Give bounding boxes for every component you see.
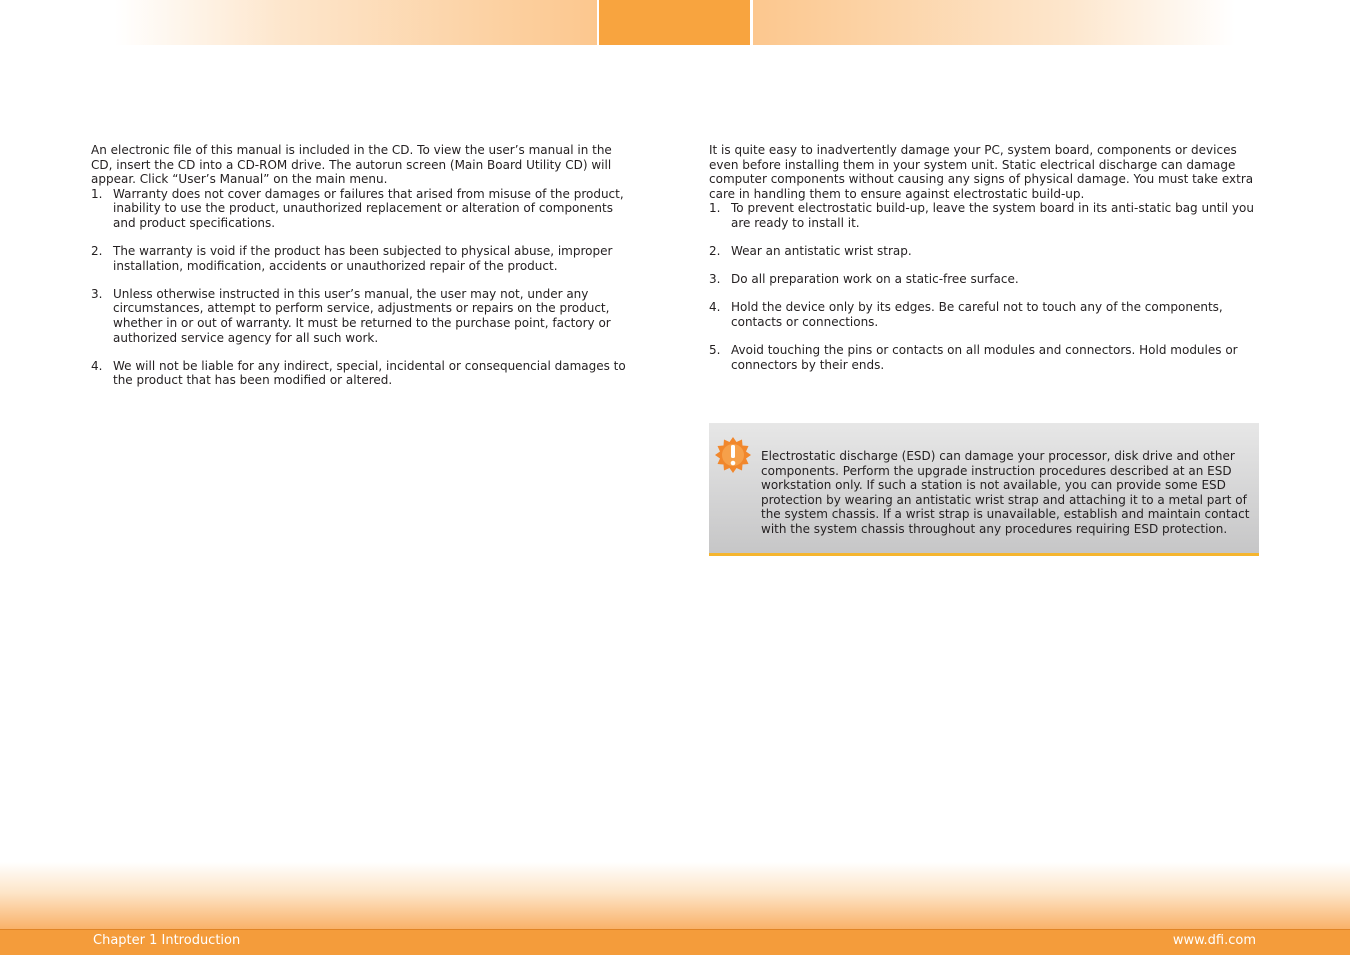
- item-number: 3.: [91, 286, 103, 301]
- header-gradient-left: [115, 0, 597, 45]
- precaution-item: [709, 300, 1262, 329]
- esd-precaution-list: [709, 201, 1262, 372]
- item-text: Hold the device only by its edges. Be careful not to touch any of the components, contacts or connections.: [731, 300, 1223, 329]
- warranty-item: [91, 287, 636, 345]
- left-column: [91, 143, 636, 401]
- item-number: 1.: [709, 201, 721, 216]
- item-number: 1.: [91, 186, 103, 201]
- esd-caution-box: [709, 423, 1259, 556]
- footer-gradient: [0, 862, 1350, 930]
- right-column: [709, 143, 1262, 386]
- item-text: We will not be liable for any indirect, special, incidental or consequencial damages to the product that has been modified or altered.: [113, 358, 626, 388]
- website-link[interactable]: www.dfi.com: [1172, 933, 1256, 948]
- warning-icon: [715, 437, 751, 473]
- item-number: 3.: [709, 272, 721, 287]
- precaution-item: [709, 201, 1262, 230]
- item-text: Unless otherwise instructed in this user’s manual, the user may not, under any circumstances, attempt to perform service, adjustments or repairs on the product, whether in or out of warranty. It must be returned to the purchase point, factory or authorized service agency for all such work.: [113, 286, 611, 345]
- item-text: Avoid touching the pins or contacts on all modules and connectors. Hold modules or connectors by their ends.: [731, 342, 1238, 372]
- precaution-item: [709, 272, 1262, 287]
- item-text: Warranty does not cover damages or failures that arised from misuse of the product, inability to use the product, unauthorized replacement or alteration of components and product specifications.: [113, 186, 624, 230]
- warranty-item: [91, 359, 636, 388]
- item-number: 2.: [91, 244, 103, 259]
- static-warning-paragraph: It is quite easy to inadvertently damage your PC, system board, components or devices even before installing them in your system unit. Static electrical discharge can damage computer components without causing any signs of physical damage. You must take extra care in handling them to ensure against electrostatic build-up.: [709, 143, 1254, 201]
- item-number: 4.: [709, 300, 721, 315]
- header-gradient-right: [753, 0, 1235, 45]
- item-number: 5.: [709, 342, 721, 357]
- warranty-item: [91, 244, 636, 273]
- item-number: 2.: [709, 244, 721, 259]
- exclamation-bar: [731, 445, 735, 458]
- item-text: To prevent electrostatic build-up, leave the system board in its anti-static bag until you are ready to install it.: [731, 201, 1254, 230]
- warranty-list: [91, 187, 636, 388]
- item-text: Wear an antistatic wrist strap.: [731, 244, 912, 259]
- caution-text: Electrostatic discharge (ESD) can damage your processor, disk drive and other components. Perform the upgrade instruction procedures described at an ESD workstation only. If such a station is not available, you can provide some ESD protection by wearing an antistatic wrist strap and attaching it to a metal part of the system chassis. If a wrist strap is unavailable, establish and maintain contact with the system chassis throughout any procedures requiring ESD protection.: [761, 449, 1250, 536]
- warranty-item: [91, 187, 636, 231]
- item-text: The warranty is void if the product has been subjected to physical abuse, improper installation, modification, accidents or unauthorized repair of the product.: [113, 244, 613, 273]
- item-text: Do all preparation work on a static-free surface.: [731, 272, 1019, 287]
- exclamation-dot: [731, 461, 736, 466]
- chapter-label: Chapter 1 Introduction: [93, 933, 241, 948]
- header-orange-block: [599, 0, 750, 45]
- item-number: 4.: [91, 358, 103, 373]
- precaution-item: [709, 244, 1262, 259]
- precaution-item: [709, 343, 1262, 372]
- manual-cd-paragraph: An electronic file of this manual is included in the CD. To view the user’s manual in the CD, insert the CD into a CD-ROM drive. The autorun screen (Main Board Utility CD) will appear. Click “User’s Manual” on the main menu.: [91, 143, 612, 187]
- footer-bar: [0, 929, 1350, 955]
